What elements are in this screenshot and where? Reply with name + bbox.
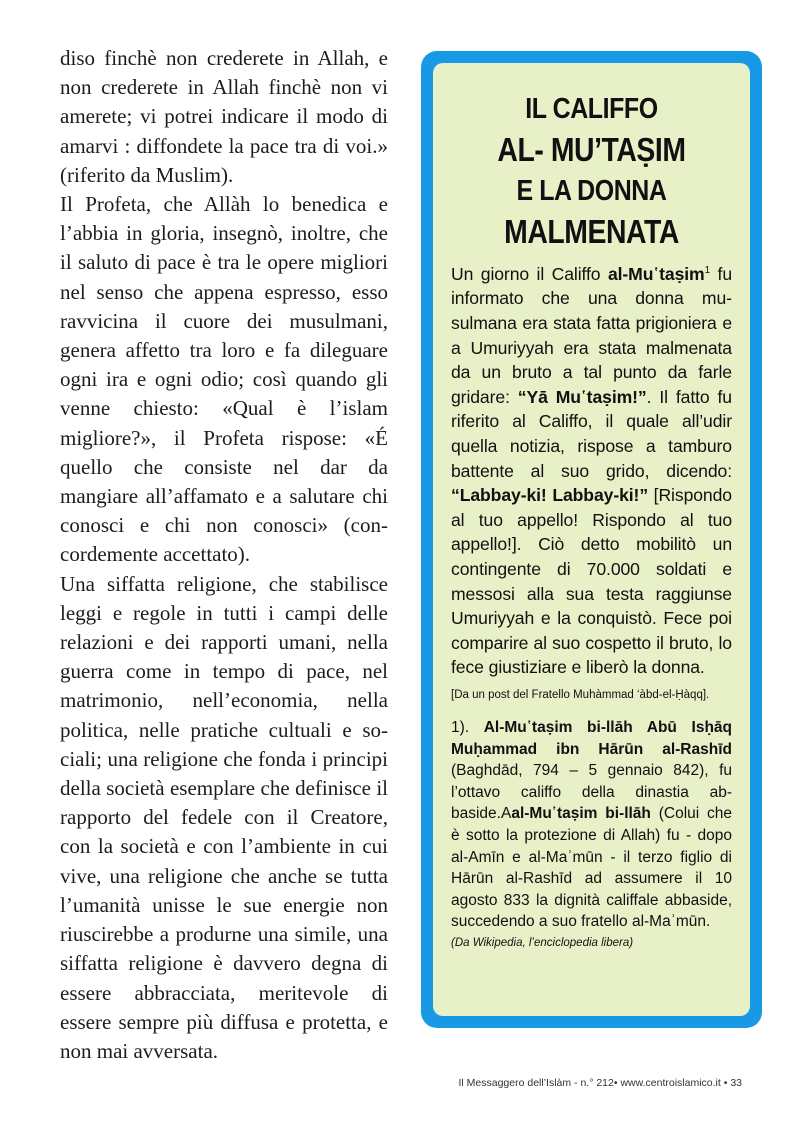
box-title-line: IL CALIFFO bbox=[525, 93, 658, 125]
box-title-line: MALMENATA bbox=[504, 213, 679, 250]
box-title bbox=[471, 89, 713, 253]
footnote-text: (Baghdād, 794 – 5 gennaio 842), fu l’ottavo califfo della dinastia abbaside.A bbox=[451, 762, 732, 823]
footnote-text: 1). bbox=[451, 718, 484, 736]
box-title-line: AL- MU’TAṢIM bbox=[497, 131, 686, 168]
sidebar-box-content bbox=[433, 63, 750, 1016]
story-bold: “Yā Mu῾taṣim!” bbox=[517, 386, 647, 407]
paragraph: Una siffatta religione, che stabilisce leggi e regole in tutti i campi delle relazioni e dei rapporti umani, nella guerra come in tempo di pace, nel matrimonio, nell’economia, nella politica, nelle pratiche cultuali e sociali; una religione che fonda i principi della società esemplare che definisce il rapporto del fedele con il Creatore, con la società e con l’ambiente in cui vive, una religione che anche se tutta l’umanità unisse le sue energie non riuscirebbe a produrne una simile, una siffatta religione è davvero degna di essere abbracciata, meritevole di essere sempre più diffusa e protetta, e non mai avversata. bbox=[60, 571, 388, 1063]
sidebar-box bbox=[421, 51, 762, 1028]
footnote-bold: al-Mu῾taṣim bi-llāh bbox=[511, 805, 651, 823]
story-bold: “Labbay-ki! Labbay-ki!” bbox=[451, 485, 649, 506]
box-story bbox=[451, 259, 732, 680]
footnote-bold: Al-Mu῾taṣim bi-llāh Abū Isḥāq Muḥammad ibn Hārūn al-Rashīd bbox=[451, 718, 732, 758]
footnote bbox=[451, 717, 732, 933]
wiki-credit: (Da Wikipedia, l’enciclopedia libera) bbox=[451, 936, 634, 949]
page-footer: Il Messaggero dell’Islàm - n.° 212• www.centroislamico.it • 33 bbox=[458, 1077, 742, 1089]
footnote-ref: 1 bbox=[704, 265, 711, 276]
story-text: [Rispondo al tuo appello! Rispondo al tuo appello!]. Ciò detto mobilitò un contingente di 70.000 soldati e messosi alla sua testa raggiunse Umuriyyah e la conquistò. Fece poi comparire al suo cospetto il bruto, lo fece giustiziare e liberò la donna. bbox=[451, 485, 732, 678]
paragraph: diso finchè non crederete in Allah, e non crederete in Allah finchè non vi amerete; vi potrei indicare il modo di amarvi : diffondete la pace tra di voi.» (riferito da Muslim). bbox=[60, 46, 388, 187]
paragraph: Il Profeta, che Allàh lo benedica e l’abbia in gloria, insegnò, inoltre, che il saluto di pace è tra le opere migliori nel senso che appena espresso, esso ravvicina il cuore dei musulmani, genera affetto tra loro e fa dileguare ogni ira e ogni odio; così quando gli venne chiesto: «Qual è l’islam migliore?», il Profeta rispose: «É quello che consiste nel dar da mangiare all’affamato e a salutare chi conosci e chi non conosci» (concordemente accettato). bbox=[60, 192, 388, 567]
footnote-text: (Colui che è sotto la protezione di Allah) fu - dopo al-Amīn e al-Maʾmūn - il terzo figlio di Hārūn al-Rashīd ad assumere il 10 agosto 833 la dignità califfale abbaside, succedendo a suo fratello al-Maʾmūn. bbox=[451, 805, 732, 931]
story-text: fu informato che una donna musulmana era stata fatta prigioniera e a Umuriyyah era stata malmenata da un bruto a tal punto da farle gridare: bbox=[451, 263, 733, 407]
source-credit: [Da un post del Fratello Muhàmmad ‘àbd-el-Ḥàqq]. bbox=[451, 688, 710, 701]
box-title-line: E LA DONNA bbox=[516, 175, 667, 207]
main-text-column bbox=[60, 44, 388, 1066]
story-bold: al-Mu῾taṣim bbox=[607, 263, 705, 284]
story-text: Un giorno il Califfo bbox=[451, 263, 608, 284]
story-text: . Il fatto fu riferito al Califfo, il quale all’udir quella notizia, rispose a tamburo battente al suo grido, dicendo: bbox=[451, 386, 732, 481]
